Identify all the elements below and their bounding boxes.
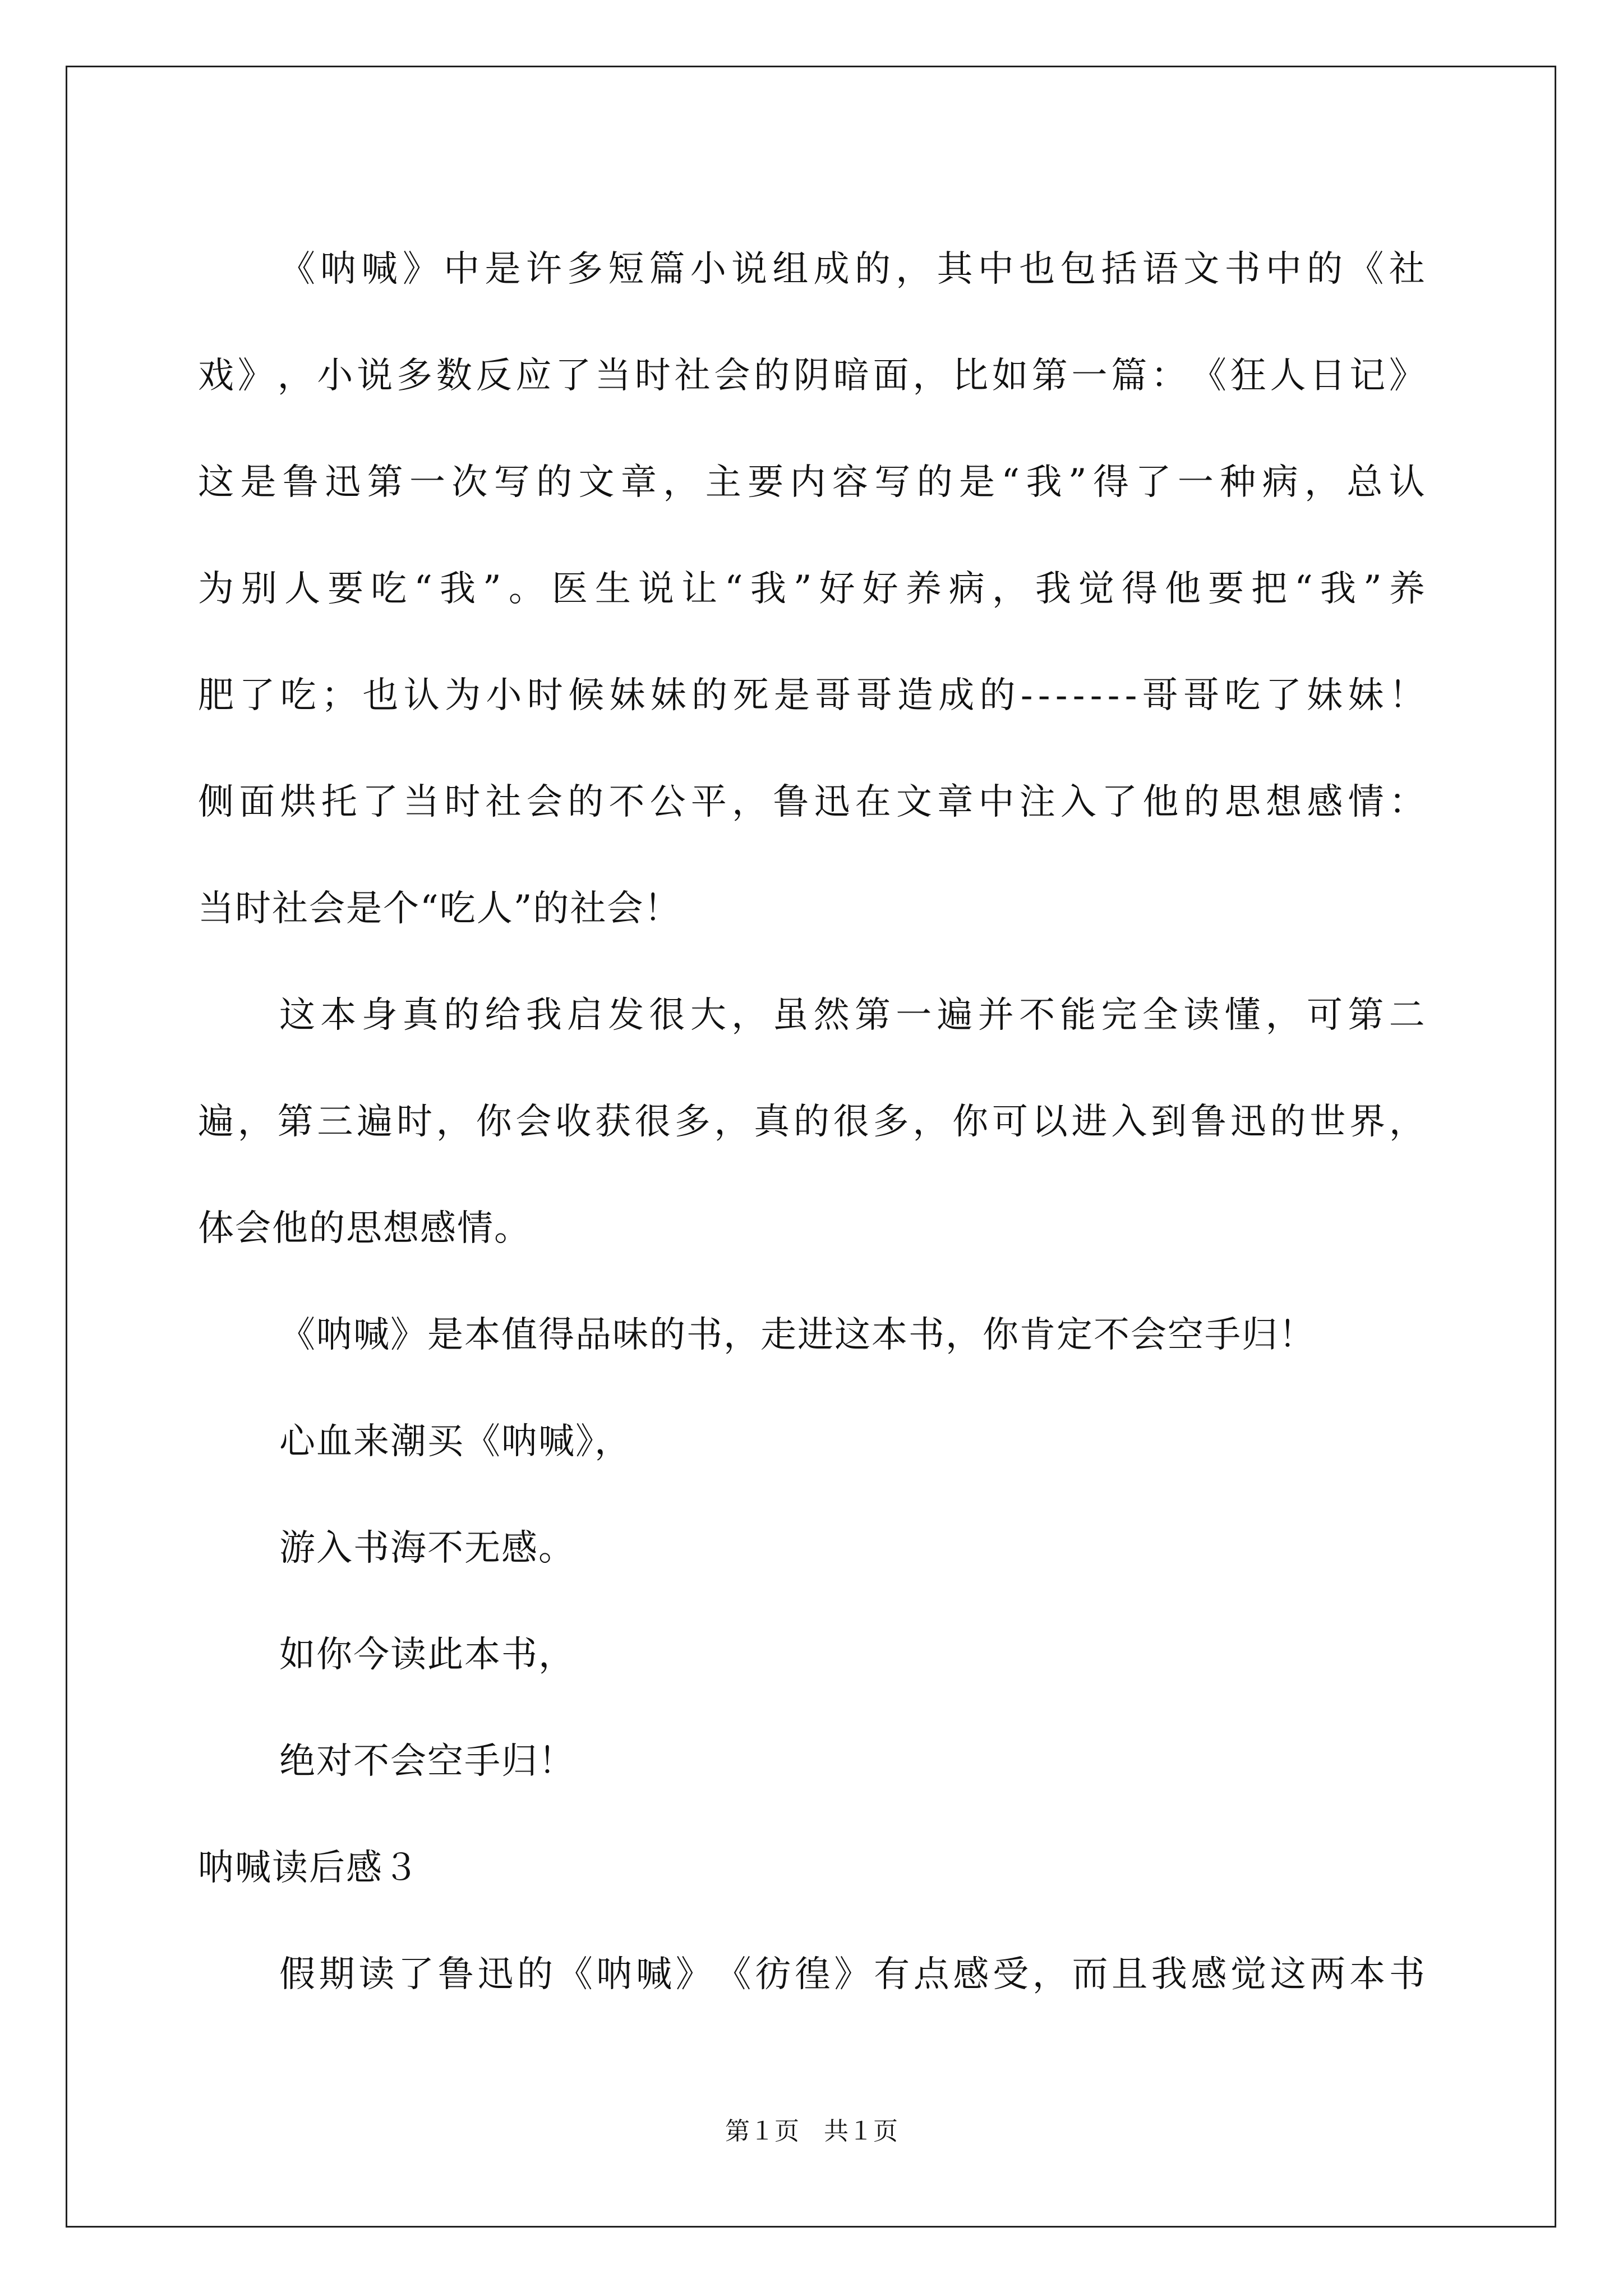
- paragraph-1-line-2: 戏 》 ， 小 说 多 数 反 应 了 当 时 社 会 的 阴 暗 面 ， 比 如 第 一 篇 ： 《 狂 人 日 记 》: [198, 355, 1426, 397]
- paragraph-1-line-3: 这 是 鲁 迅 第 一 次 写 的 文 章 ， 主 要 内 容 写 的 是 “ 我 ” 得 了 一 种 病 ， 总 认: [198, 462, 1426, 503]
- final-paragraph-line-1: 假 期 读 了 鲁 迅 的 《 呐 喊 》 《 彷 徨 》 有 点 感 受 ， 而 且 我 感 觉 这 两 本 书: [279, 1954, 1426, 1995]
- section-heading: 呐喊读后感３: [198, 1847, 420, 1889]
- paragraph-3-line-1: 《呐喊》是本值得品味的书，走进这本书，你肯定不会空手归！: [279, 1314, 1316, 1356]
- document-body: [198, 216, 1426, 2028]
- poem-line-2: 游入书海不无感。: [279, 1527, 575, 1569]
- poem-line-4: 绝对不会空手归！: [279, 1741, 575, 1782]
- paragraph-2-line-2: 遍 ， 第 三 遍 时 ， 你 会 收 获 很 多 ， 真 的 很 多 ， 你 可 以 进 入 到 鲁 迅 的 世 界 ，: [198, 1101, 1426, 1143]
- paragraph-1-line-6: 侧 面 烘 托 了 当 时 社 会 的 不 公 平 ， 鲁 迅 在 文 章 中 注 入 了 他 的 思 想 感 情 ：: [198, 781, 1426, 823]
- paragraph-1-line-4: 为 别 人 要 吃 “ 我 ” 。 医 生 说 让 “ 我 ” 好 好 养 病 ， 我 觉 得 他 要 把 “ 我 ” 养: [198, 568, 1426, 610]
- poem-line-3: 如你今读此本书，: [279, 1634, 575, 1676]
- paragraph-2-line-1: 这 本 身 真 的 给 我 启 发 很 大 ， 虽 然 第 一 遍 并 不 能 完 全 读 懂 ， 可 第 二: [279, 995, 1426, 1036]
- paragraph-1-line-7: 当时社会是个“吃人”的社会！: [198, 888, 681, 930]
- paragraph-2-line-3: 体会他的思想感情。: [198, 1208, 531, 1249]
- paragraph-1-line-5: 肥 了 吃 ； 也 认 为 小 时 候 妹 妹 的 死 是 哥 哥 造 成 的 - - - - - - - 哥 哥 吃 了 妹 妹 ！: [198, 675, 1426, 716]
- page-footer: 第１页 共１页: [725, 2117, 898, 2146]
- poem-line-1: 心血来潮买《呐喊》，: [279, 1421, 631, 1462]
- paragraph-1-line-1: 《 呐 喊 》 中 是 许 多 短 篇 小 说 组 成 的 ， 其 中 也 包 括 语 文 书 中 的 《 社: [279, 249, 1426, 290]
